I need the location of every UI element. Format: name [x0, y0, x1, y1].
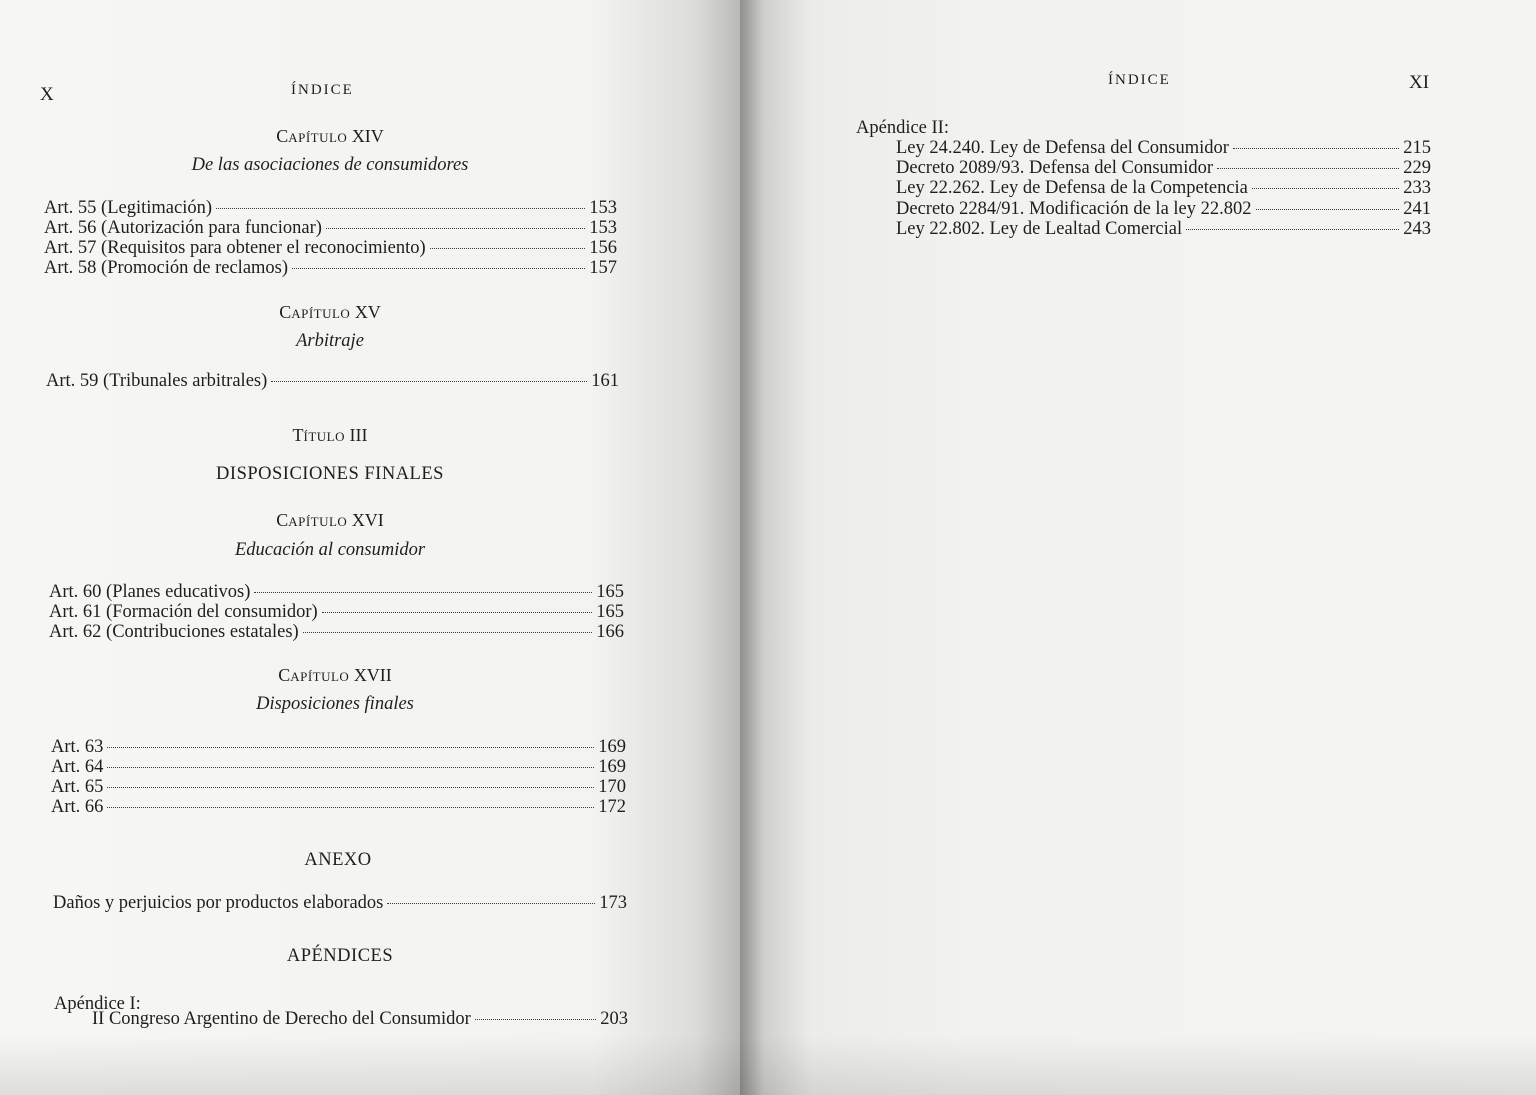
left-folio: X [40, 84, 54, 105]
toc-entry[interactable]: Decreto 2089/93. Defensa del Consumidor 229 [896, 158, 1431, 178]
toc-entry[interactable]: II Congreso Argentino de Derecho del Consumidor 203 [92, 1009, 628, 1029]
toc-entry[interactable]: Art. 61 (Formación del consumidor) 165 [49, 602, 624, 622]
anexo-heading: ANEXO [304, 850, 372, 870]
chapter-14-title: De las asociaciones de consumidores [191, 155, 469, 175]
chapter-17-heading: CAPÍTULO XVII [278, 665, 392, 685]
disposiciones-finales-heading: DISPOSICIONES FINALES [216, 464, 444, 484]
chapter-17-title: Disposiciones finales [256, 694, 414, 714]
chapter-16-heading: CAPÍTULO XVI [276, 510, 384, 530]
toc-entry[interactable]: Art. 55 (Legitimación) 153 [44, 198, 617, 218]
toc-entry[interactable]: Art. 66 172 [51, 797, 626, 817]
toc-entry[interactable]: Art. 60 (Planes educativos) 165 [49, 582, 624, 602]
chapter-14-heading: CAPÍTULO XIV [276, 126, 384, 146]
toc-entry[interactable]: Art. 64 169 [51, 757, 626, 777]
left-running-head: ÍNDICE [291, 82, 354, 98]
toc-entry[interactable]: Art. 56 (Autorización para funcionar) 153 [44, 218, 617, 238]
chapter-15-title: Arbitraje [296, 331, 364, 351]
apendice-2-label: Apéndice II: [856, 118, 949, 138]
right-running-head: ÍNDICE [1108, 72, 1171, 88]
toc-entry[interactable]: Ley 22.262. Ley de Defensa de la Competencia 233 [896, 178, 1431, 198]
chapter-16-title: Educación al consumidor [234, 540, 426, 560]
toc-entry[interactable]: Art. 58 (Promoción de reclamos) 157 [44, 258, 617, 278]
right-folio: XI [1409, 72, 1430, 93]
apendices-heading: APÉNDICES [286, 946, 394, 966]
toc-entry[interactable]: Decreto 2284/91. Modificación de la ley 22.802 241 [896, 199, 1431, 219]
toc-entry[interactable]: Ley 22.802. Ley de Lealtad Comercial 243 [896, 219, 1431, 239]
titulo-3-heading: TÍTULO III [292, 425, 368, 445]
toc-entry[interactable]: Art. 63 169 [51, 737, 626, 757]
toc-entry[interactable]: Daños y perjuicios por productos elaborados 173 [53, 893, 627, 913]
apendice-1-label: Apéndice I: [54, 994, 141, 1014]
toc-entry[interactable]: Art. 65 170 [51, 777, 626, 797]
toc-entry[interactable]: Art. 62 (Contribuciones estatales) 166 [49, 622, 624, 642]
toc-entry[interactable]: Art. 59 (Tribunales arbitrales) 161 [46, 371, 619, 391]
chapter-15-heading: CAPÍTULO XV [279, 302, 381, 322]
toc-entry[interactable]: Ley 24.240. Ley de Defensa del Consumidor 215 [896, 138, 1431, 158]
toc-entry[interactable]: Art. 57 (Requisitos para obtener el reconocimiento) 156 [44, 238, 617, 258]
